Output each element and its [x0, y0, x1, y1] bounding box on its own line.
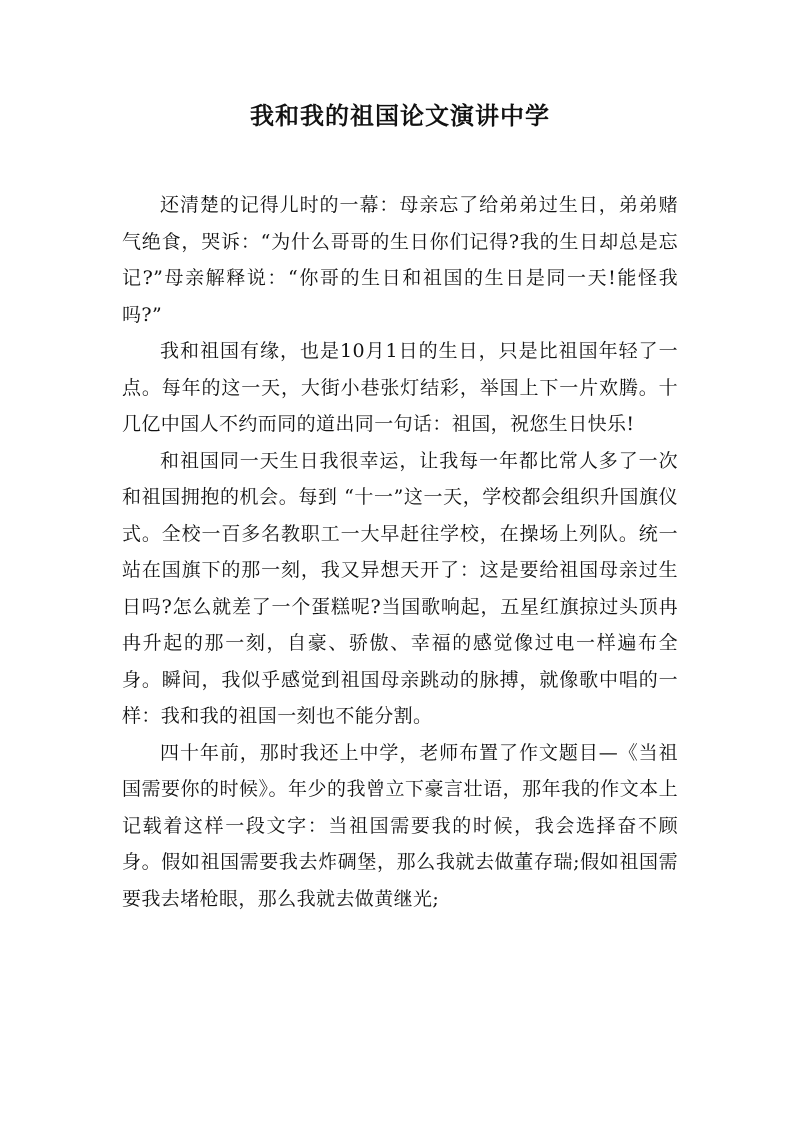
- paragraph: 还清楚的记得儿时的一幕：母亲忘了给弟弟过生日，弟弟赌气绝食，哭诉：“为什么哥哥的生日你们记得?我的生日却总是忘记?”母亲解释说：“你哥的生日和祖国的生日是同一天!能怪我吗?”: [122, 194, 678, 326]
- document-body: [122, 187, 678, 917]
- paragraph: 我和祖国有缘，也是10月1日的生日，只是比祖国年轻了一点。每年的这一天，大街小巷张灯结彩，举国上下一片欢腾。十几亿中国人不约而同的道出同一句话：祖国，祝您生日快乐!: [122, 340, 678, 435]
- paragraph: 四十年前，那时我还上中学，老师布置了作文题目—《当祖国需要你的时候》。年少的我曾立下豪言壮语，那年我的作文本上记载着这样一段文字：当祖国需要我的时候，我会选择奋不顾身。假如祖国需要我去炸碉堡，那么我就去做董存瑞;假如祖国需要我去堵枪眼，那么我就去做黄继光;: [122, 741, 678, 910]
- page-title: 我和我的祖国论文演讲中学: [250, 101, 550, 130]
- paragraph: 和祖国同一天生日我很幸运，让我每一年都比常人多了一次和祖国拥抱的机会。每到 “十一”这一天，学校都会组织升国旗仪式。全校一百多名教职工一大早赶往学校，在操场上列队。统一站在国旗下的那一刻，我又异想天开了：这是要给祖国母亲过生日吗?怎么就差了一个蛋糕呢?当国歌响起，五星红旗掠过头顶冉冉升起的那一刻，自豪、骄傲、幸福的感觉像过电一样遍布全身。瞬间，我似乎感觉到祖国母亲跳动的脉搏，就像歌中唱的一样：我和我的祖国一刻也不能分割。: [122, 449, 678, 727]
